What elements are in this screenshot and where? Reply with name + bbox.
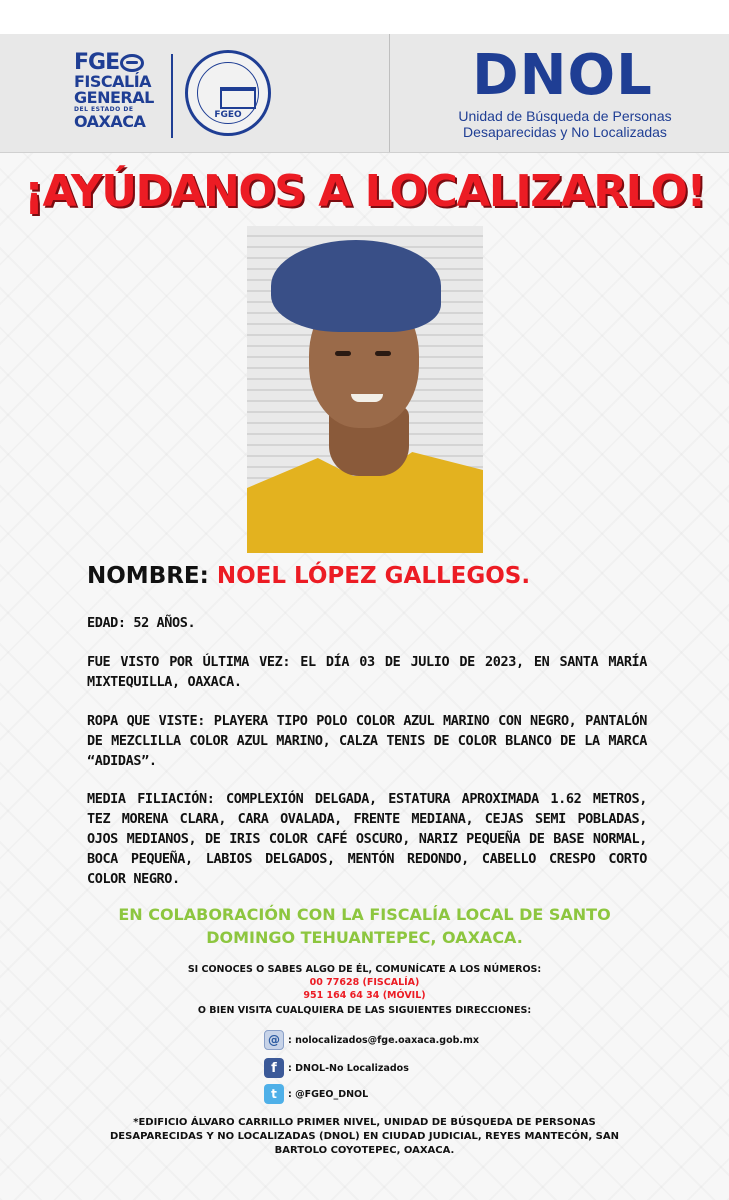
header-divider bbox=[389, 34, 390, 152]
email-row[interactable] bbox=[264, 1028, 479, 1052]
contact-intro: SI CONOCES O SABES ALGO DE ÉL, COMUNÍCATE A LOS NÚMEROS: bbox=[187, 964, 542, 975]
phone2-number: 951 164 64 34 bbox=[303, 990, 380, 1001]
photo-eye-right bbox=[375, 351, 391, 356]
twitter-row[interactable] bbox=[264, 1082, 368, 1106]
fgeo-o-icon bbox=[120, 54, 144, 72]
phone-movil bbox=[130, 989, 599, 1002]
photo-hair bbox=[271, 240, 441, 332]
photo-mouth bbox=[351, 394, 383, 402]
visit-line: O BIEN VISITA CUALQUIERA DE LAS SIGUIENTES DIRECCIONES: bbox=[197, 1005, 532, 1016]
person-photo bbox=[247, 226, 483, 553]
fiscalia-line2: GENERAL bbox=[74, 88, 154, 107]
dnol-subtitle-line1: Unidad de Búsqueda de Personas bbox=[458, 108, 672, 124]
person-name bbox=[87, 561, 687, 591]
facebook-handle[interactable]: : DNOL-No Localizados bbox=[288, 1062, 409, 1074]
fiscalia-small: DEL ESTADO DE bbox=[74, 106, 134, 113]
top-band bbox=[0, 0, 729, 34]
phone1-note: (FISCALÍA) bbox=[362, 977, 420, 988]
fgeo-wordmark: FGE bbox=[74, 52, 164, 74]
dnol-title: DNOL bbox=[472, 43, 653, 108]
fiscalia-line1: FISCALÍA bbox=[74, 72, 152, 91]
email-icon: @ bbox=[264, 1030, 284, 1050]
fiscalia-line3: OAXACA bbox=[74, 112, 146, 131]
name-value: NOEL LÓPEZ GALLEGOS. bbox=[216, 563, 531, 589]
collaboration-note bbox=[90, 903, 639, 949]
fgeo-logo bbox=[74, 52, 164, 130]
twitter-handle[interactable]: : @FGEO_DNOL bbox=[288, 1088, 369, 1100]
person-age: EDAD: 52 AÑOS. bbox=[87, 615, 196, 631]
headline: ¡AYÚDANOS A LOCALIZARLO! bbox=[23, 166, 706, 217]
collab-line2: DOMINGO TEHUANTEPEC, OAXACA. bbox=[206, 928, 523, 947]
clothing: ROPA QUE VISTE: PLAYERA TIPO POLO COLOR AZUL MARINO CON NEGRO, PANTALÓN DE MEZCLILLA COLOR AZUL MARINO, CALZA TENIS DE COLOR BLANCO DE LA MARCA “ADIDAS”. bbox=[87, 713, 647, 769]
collab-line1: EN COLABORACIÓN CON LA FISCALÍA LOCAL DE SANTO bbox=[118, 905, 611, 924]
facebook-row[interactable] bbox=[264, 1056, 409, 1080]
name-label: NOMBRE: bbox=[87, 563, 209, 589]
seal-ring bbox=[197, 62, 259, 124]
dnol-subtitle bbox=[420, 108, 710, 140]
phone1-number: 00 77628 bbox=[309, 977, 360, 988]
facebook-icon: f bbox=[264, 1058, 284, 1078]
phone2-note: (MÓVIL) bbox=[382, 990, 426, 1001]
phone-fiscalia bbox=[130, 976, 599, 989]
header bbox=[0, 34, 729, 153]
last-seen: FUE VISTO POR ÚLTIMA VEZ: EL DÍA 03 DE JULIO DE 2023, EN SANTA MARÍA MIXTEQUILLA, OAXACA. bbox=[87, 654, 647, 690]
fiscalia-seal-icon bbox=[185, 50, 271, 136]
photo-eye-left bbox=[335, 351, 351, 356]
dnol-subtitle-line2: Desaparecidas y No Localizadas bbox=[463, 124, 667, 140]
physical-description: MEDIA FILIACIÓN: COMPLEXIÓN DELGADA, ESTATURA APROXIMADA 1.62 METROS, TEZ MORENA CLARA, CARA OVALADA, FRENTE MEDIANA, CEJAS SEMI POBLADAS, OJOS MEDIANOS, DE IRIS COLOR CAFÉ OSCURO, NARIZ PEQUEÑA DE BASE NORMAL, BOCA PEQUEÑA, LABIOS DELGADOS, MENTÓN REDONDO, CABELLO CRESPO CORTO COLOR NEGRO. bbox=[87, 791, 647, 887]
footer-address: *EDIFICIO ÁLVARO CARRILLO PRIMER NIVEL, UNIDAD DE BÚSQUEDA DE PERSONAS DESAPARECIDAS Y NO LOCALIZADAS (DNOL) EN CIUDAD JUDICIAL, REYES MANTECÓN, SAN BARTOLO COYOTEPEC, OAXACA. bbox=[110, 1117, 619, 1156]
seal-building-icon bbox=[220, 87, 256, 109]
email-address[interactable]: : nolocalizados@fge.oaxaca.gob.mx bbox=[288, 1034, 480, 1046]
seal-text: FGEO bbox=[214, 110, 242, 120]
logo-divider bbox=[171, 54, 173, 138]
twitter-icon: t bbox=[264, 1084, 284, 1104]
